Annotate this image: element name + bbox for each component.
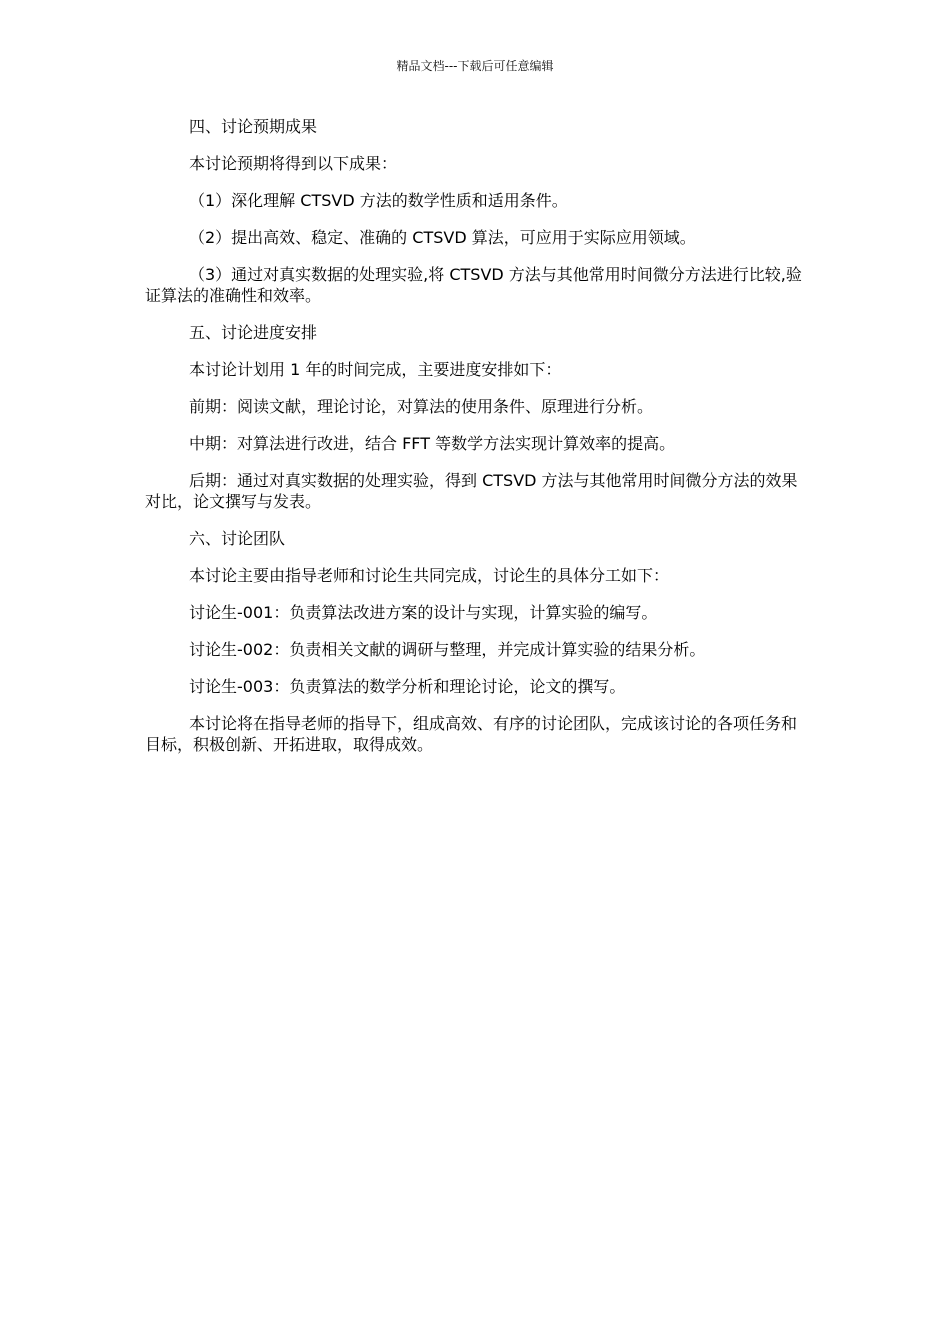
section-6-member-2: 讨论生-002：负责相关文献的调研与整理，并完成计算实验的结果分析。 xyxy=(189,640,706,659)
section-5-title: 五、讨论进度安排 xyxy=(189,323,318,342)
section-5-phase-2: 中期：对算法进行改进，结合 FFT 等数学方法实现计算效率的提高。 xyxy=(189,434,676,453)
section-4-item-3: （3）通过对真实数据的处理实验,将 CTSVD 方法与其他常用时间微分方法进行比较,验证算法的准确性和效率。 xyxy=(145,265,802,305)
section-6-title: 六、讨论团队 xyxy=(189,529,286,548)
section-4-item-2: （2）提出高效、稳定、准确的 CTSVD 算法，可应用于实际应用领域。 xyxy=(189,228,696,247)
section-4-title: 四、讨论预期成果 xyxy=(189,117,318,136)
section-5-intro: 本讨论计划用 1 年的时间完成，主要进度安排如下： xyxy=(189,360,562,379)
section-6-intro: 本讨论主要由指导老师和讨论生共同完成，讨论生的具体分工如下： xyxy=(189,566,670,585)
header-note: 精品文档---下载后可任意编辑 xyxy=(396,59,554,73)
section-6-member-3: 讨论生-003：负责算法的数学分析和理论讨论，论文的撰写。 xyxy=(189,677,626,696)
section-4-item-1: （1）深化理解 CTSVD 方法的数学性质和适用条件。 xyxy=(189,191,568,210)
document-body xyxy=(145,116,807,755)
section-5-phase-3: 后期：通过对真实数据的处理实验，得到 CTSVD 方法与其他常用时间微分方法的效果对比，论文撰写与发表。 xyxy=(145,471,798,511)
section-6-closing: 本讨论将在指导老师的指导下，组成高效、有序的讨论团队，完成该讨论的各项任务和目标，积极创新、开拓进取，取得成效。 xyxy=(145,714,798,754)
section-4-intro: 本讨论预期将得到以下成果： xyxy=(189,154,398,173)
section-6-member-1: 讨论生-001：负责算法改进方案的设计与实现，计算实验的编写。 xyxy=(189,603,658,622)
section-5-phase-1: 前期：阅读文献，理论讨论，对算法的使用条件、原理进行分析。 xyxy=(189,397,654,416)
